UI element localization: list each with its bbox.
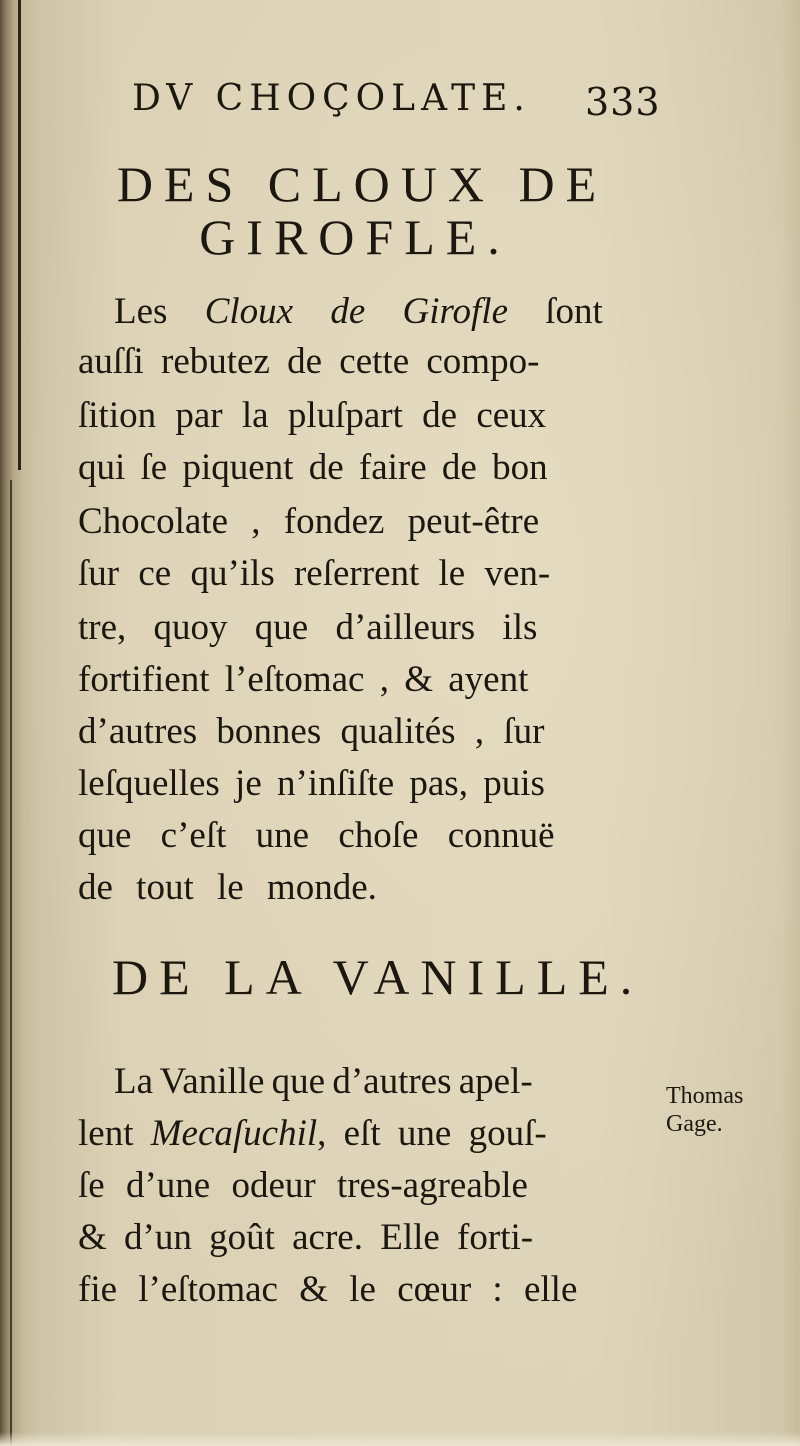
margin-note-line2: Gage. [666,1111,723,1137]
text-line: auſſi rebutez de cette compo- [78,341,540,382]
running-head [132,78,692,134]
text-line: qui ſe piquent de faire de bon [78,447,548,488]
section-heading-cloves-line1: DES CLOUX DE [116,156,608,212]
running-head-title: DV CHOÇOLATE. [132,78,531,119]
text-line: tre, quoy que d’ailleurs ils [78,607,538,648]
text-line: ſition par la pluſpart de ceux [78,395,547,436]
text-line: ſur ce qu’ils reſerrent le ven- [78,553,551,594]
text-line: leſquelles je n’inſiſte pas, puis [78,763,545,804]
text-line: Les Cloux de Girofle ſont [114,291,603,332]
text-line: ſe d’une odeur tres-agreable [78,1165,528,1206]
text-line: d’autres bonnes qualités , ſur [78,711,545,752]
text-line: lent Mecaſuchil, eſt une gouſ- [78,1113,547,1154]
text-line: La Vanille que d’autres apel- [114,1061,533,1102]
page-number: 333 [585,80,661,124]
text-line: Chocolate , fondez peut-être [78,501,540,542]
text-line: & d’un goût acre. Elle forti- [78,1217,534,1258]
margin-note-line1: Thomas [666,1083,744,1109]
text-line: fortifient l’eſtomac , & ayent [78,659,529,700]
section-heading-cloves-line2: GIROFLE. [199,209,511,265]
text-line: de tout le monde. [78,867,377,908]
text-line: fie l’eſtomac & le cœur : elle [78,1269,578,1310]
page-bottom-edge [0,1432,800,1446]
page-gutter-line-lower [10,480,12,1446]
text-line: que c’eſt une choſe connuë [78,815,555,856]
section-heading-vanilla: DE LA VANILLE. [112,949,644,1005]
page-gutter-line [18,0,21,470]
margin-note [666,1082,743,1138]
